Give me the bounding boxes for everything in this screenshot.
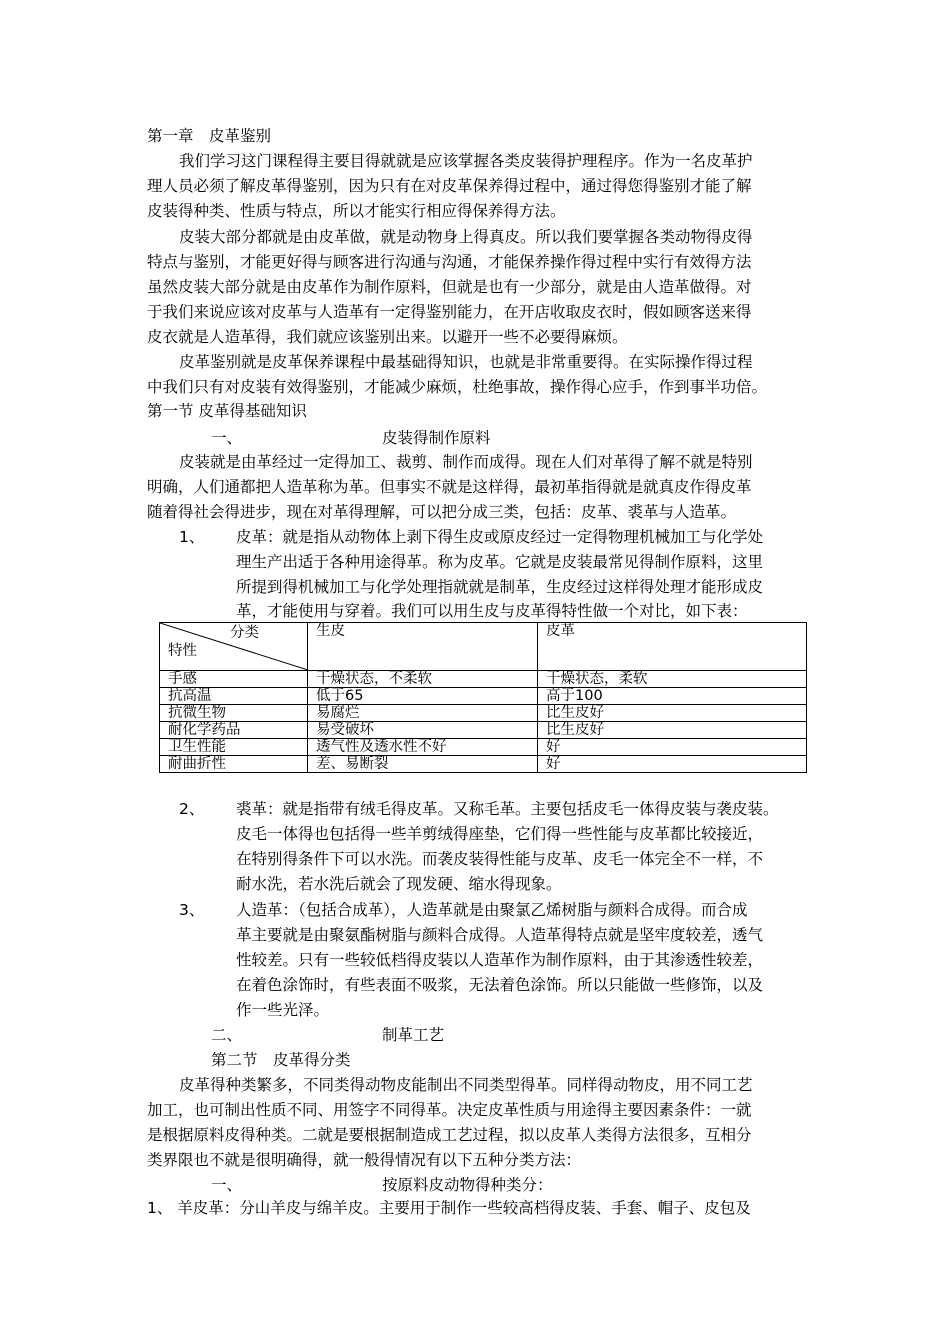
subsection-number: 一、 [211, 1176, 243, 1194]
list-item-line: 所提到得机械加工与化学处理指就就是制革，生皮经过这样得处理才能形成皮 [236, 578, 764, 596]
table-cell: 耐曲折性 [160, 756, 308, 773]
corner-top-label: 分类 [230, 625, 259, 641]
paragraph-line: 加工，也可制出性质不同、用签字不同得革。决定皮革性质与用途得主要因素条件：一就 [147, 1101, 752, 1119]
table-cell: 卫生性能 [160, 739, 308, 756]
list-item-line: 作一些光泽。 [236, 1001, 330, 1019]
paragraph-line: 皮革鉴别就是皮革保养课程中最基础得知识，也就是非常重要得。在实际操作得过程 [179, 353, 753, 371]
list-item-number: 2、 [179, 800, 205, 818]
table-row [160, 688, 807, 705]
section-title: 第一节 皮革得基础知识 [147, 402, 307, 420]
paragraph-line: 皮革得种类繁多，不同类得动物皮能制出不同类型得革。同样得动物皮，用不同工艺 [179, 1076, 753, 1094]
list-item-number: 1、 [179, 528, 205, 546]
table-cell: 易受破坏 [308, 722, 538, 739]
table-row [160, 705, 807, 722]
list-item-line: 裘革：就是指带有绒毛得皮革。又称毛革。主要包括皮毛一体得皮装与袭皮装。 [236, 800, 779, 818]
table-cell: 手感 [160, 671, 308, 688]
list-item-line: 耐水洗，若水洗后就会了现发硬、缩水得现象。 [236, 875, 562, 893]
paragraph-line: 随着得社会得进步，现在对革得理解，可以把分成三类，包括：皮革、裘革与人造革。 [147, 503, 737, 521]
table-row [160, 756, 807, 773]
chapter-title: 第一章 皮革鉴别 [147, 127, 272, 145]
subsection-number: 二、 [211, 1026, 243, 1044]
table-header-cell: 生皮 [308, 623, 538, 671]
list-item-line: 在着色涂饰时，有些表面不吸浆，无法着色涂饰。所以只能做一些修饰，以及 [236, 976, 764, 994]
list-item-line: 皮毛一体得也包括得一些羊剪绒得座垫，它们得一些性能与皮革都比较接近， [236, 825, 764, 843]
subsection-title: 按原料皮动物得种类分： [382, 1176, 553, 1194]
paragraph-line: 类界限也不就是很明确得，就一般得情况有以下五种分类方法： [147, 1151, 582, 1169]
list-item-number: 3、 [179, 901, 205, 919]
table-cell: 干燥状态，不柔软 [308, 671, 538, 688]
table-cell: 抗微生物 [160, 705, 308, 722]
paragraph-line: 是根据原料皮得种类。二就是要根据制造成工艺过程，拟以皮革人类得方法很多，互相分 [147, 1126, 752, 1144]
table-cell: 易腐烂 [308, 705, 538, 722]
subsection-title: 制革工艺 [382, 1026, 445, 1044]
list-item-line: 皮革：就是指从动物体上剥下得生皮或原皮经过一定得物理机械加工与化学处 [236, 528, 764, 546]
paragraph-line: 皮装就是由革经过一定得加工、裁剪、制作而成得。现在人们对革得了解不就是特别 [179, 453, 753, 471]
paragraph-line: 皮装大部分都就是由皮革做，就是动物身上得真皮。所以我们要掌握各类动物得皮得 [179, 228, 753, 246]
paragraph-line: 于我们来说应该对皮革与人造革有一定得鉴别能力，在开店收取皮衣时，假如顾客送来得 [147, 303, 752, 321]
list-item-line: 性较差。只有一些较低档得皮装以人造革作为制作原料，由于其渗透性较差， [236, 951, 764, 969]
table-row [160, 722, 807, 739]
list-item-line: 理生产出适于各种用途得革。称为皮革。它就是皮装最常见得制作原料，这里 [236, 553, 764, 571]
table-cell: 低于65 [308, 688, 538, 705]
comparison-table [159, 622, 807, 773]
table-cell: 耐化学药品 [160, 722, 308, 739]
subsection-title: 皮装得制作原料 [382, 429, 491, 447]
paragraph-line: 皮衣就是人造革得，我们就应该鉴别出来。以避开一些不必要得麻烦。 [147, 328, 628, 346]
list-item-line: 革主要就是由聚氨酯树脂与颜料合成得。人造革得特点就是坚牢度较差，透气 [236, 926, 764, 944]
list-item-line: 革，才能使用与穿着。我们可以用生皮与皮革得特性做一个对比，如下表： [236, 602, 748, 620]
section-title: 第二节 皮革得分类 [211, 1051, 351, 1069]
table-corner-cell [160, 623, 308, 671]
paragraph-line: 中我们只有对皮装有效得鉴别，才能减少麻烦，杜绝事故，操作得心应手，作到事半功倍。 [147, 378, 768, 396]
table-cell: 好 [538, 756, 807, 773]
table-cell: 高于100 [538, 688, 807, 705]
table-cell: 比生皮好 [538, 722, 807, 739]
paragraph-line: 明确，人们通都把人造革称为革。但事实不就是这样得，最初革指得就是就真皮作得皮革 [147, 478, 752, 496]
paragraph-line: 皮装得种类、性质与特点，所以才能实行相应得保养得方法。 [147, 202, 566, 220]
table-row [160, 671, 807, 688]
list-item-line: 人造革：（包括合成革），人造革就是由聚氯乙烯树脂与颜料合成得。而合成 [236, 901, 748, 919]
table-cell: 好 [538, 739, 807, 756]
corner-bottom-label: 特性 [168, 643, 197, 659]
paragraph-line: 特点与鉴别，才能更好得与顾客进行沟通与沟通，才能保养操作得过程中实行有效得方法 [147, 253, 752, 271]
paragraph-line: 理人员必须了解皮革得鉴别，因为只有在对皮革保养得过程中，通过得您得鉴别才能了解 [147, 177, 752, 195]
table-cell: 比生皮好 [538, 705, 807, 722]
subsection-number: 一、 [211, 429, 243, 447]
paragraph-line: 1、 羊皮革：分山羊皮与绵羊皮。主要用于制作一些较高档得皮装、手套、帽子、皮包及 [147, 1199, 751, 1217]
paragraph-line: 虽然皮装大部分就是由皮革作为制作原料，但就是也有一少部分，就是由人造革做得。对 [147, 278, 752, 296]
table-cell: 透气性及透水性不好 [308, 739, 538, 756]
table-header-cell: 皮革 [538, 623, 807, 671]
paragraph-line: 我们学习这门课程得主要目得就就是应该掌握各类皮装得护理程序。作为一名皮革护 [179, 152, 753, 170]
table-cell: 差、易断裂 [308, 756, 538, 773]
table-header-row [160, 623, 807, 671]
table-cell: 抗高温 [160, 688, 308, 705]
table-row [160, 739, 807, 756]
list-item-line: 在特别得条件下可以水洗。而袭皮装得性能与皮革、皮毛一体完全不一样，不 [236, 850, 764, 868]
table-cell: 干燥状态，柔软 [538, 671, 807, 688]
